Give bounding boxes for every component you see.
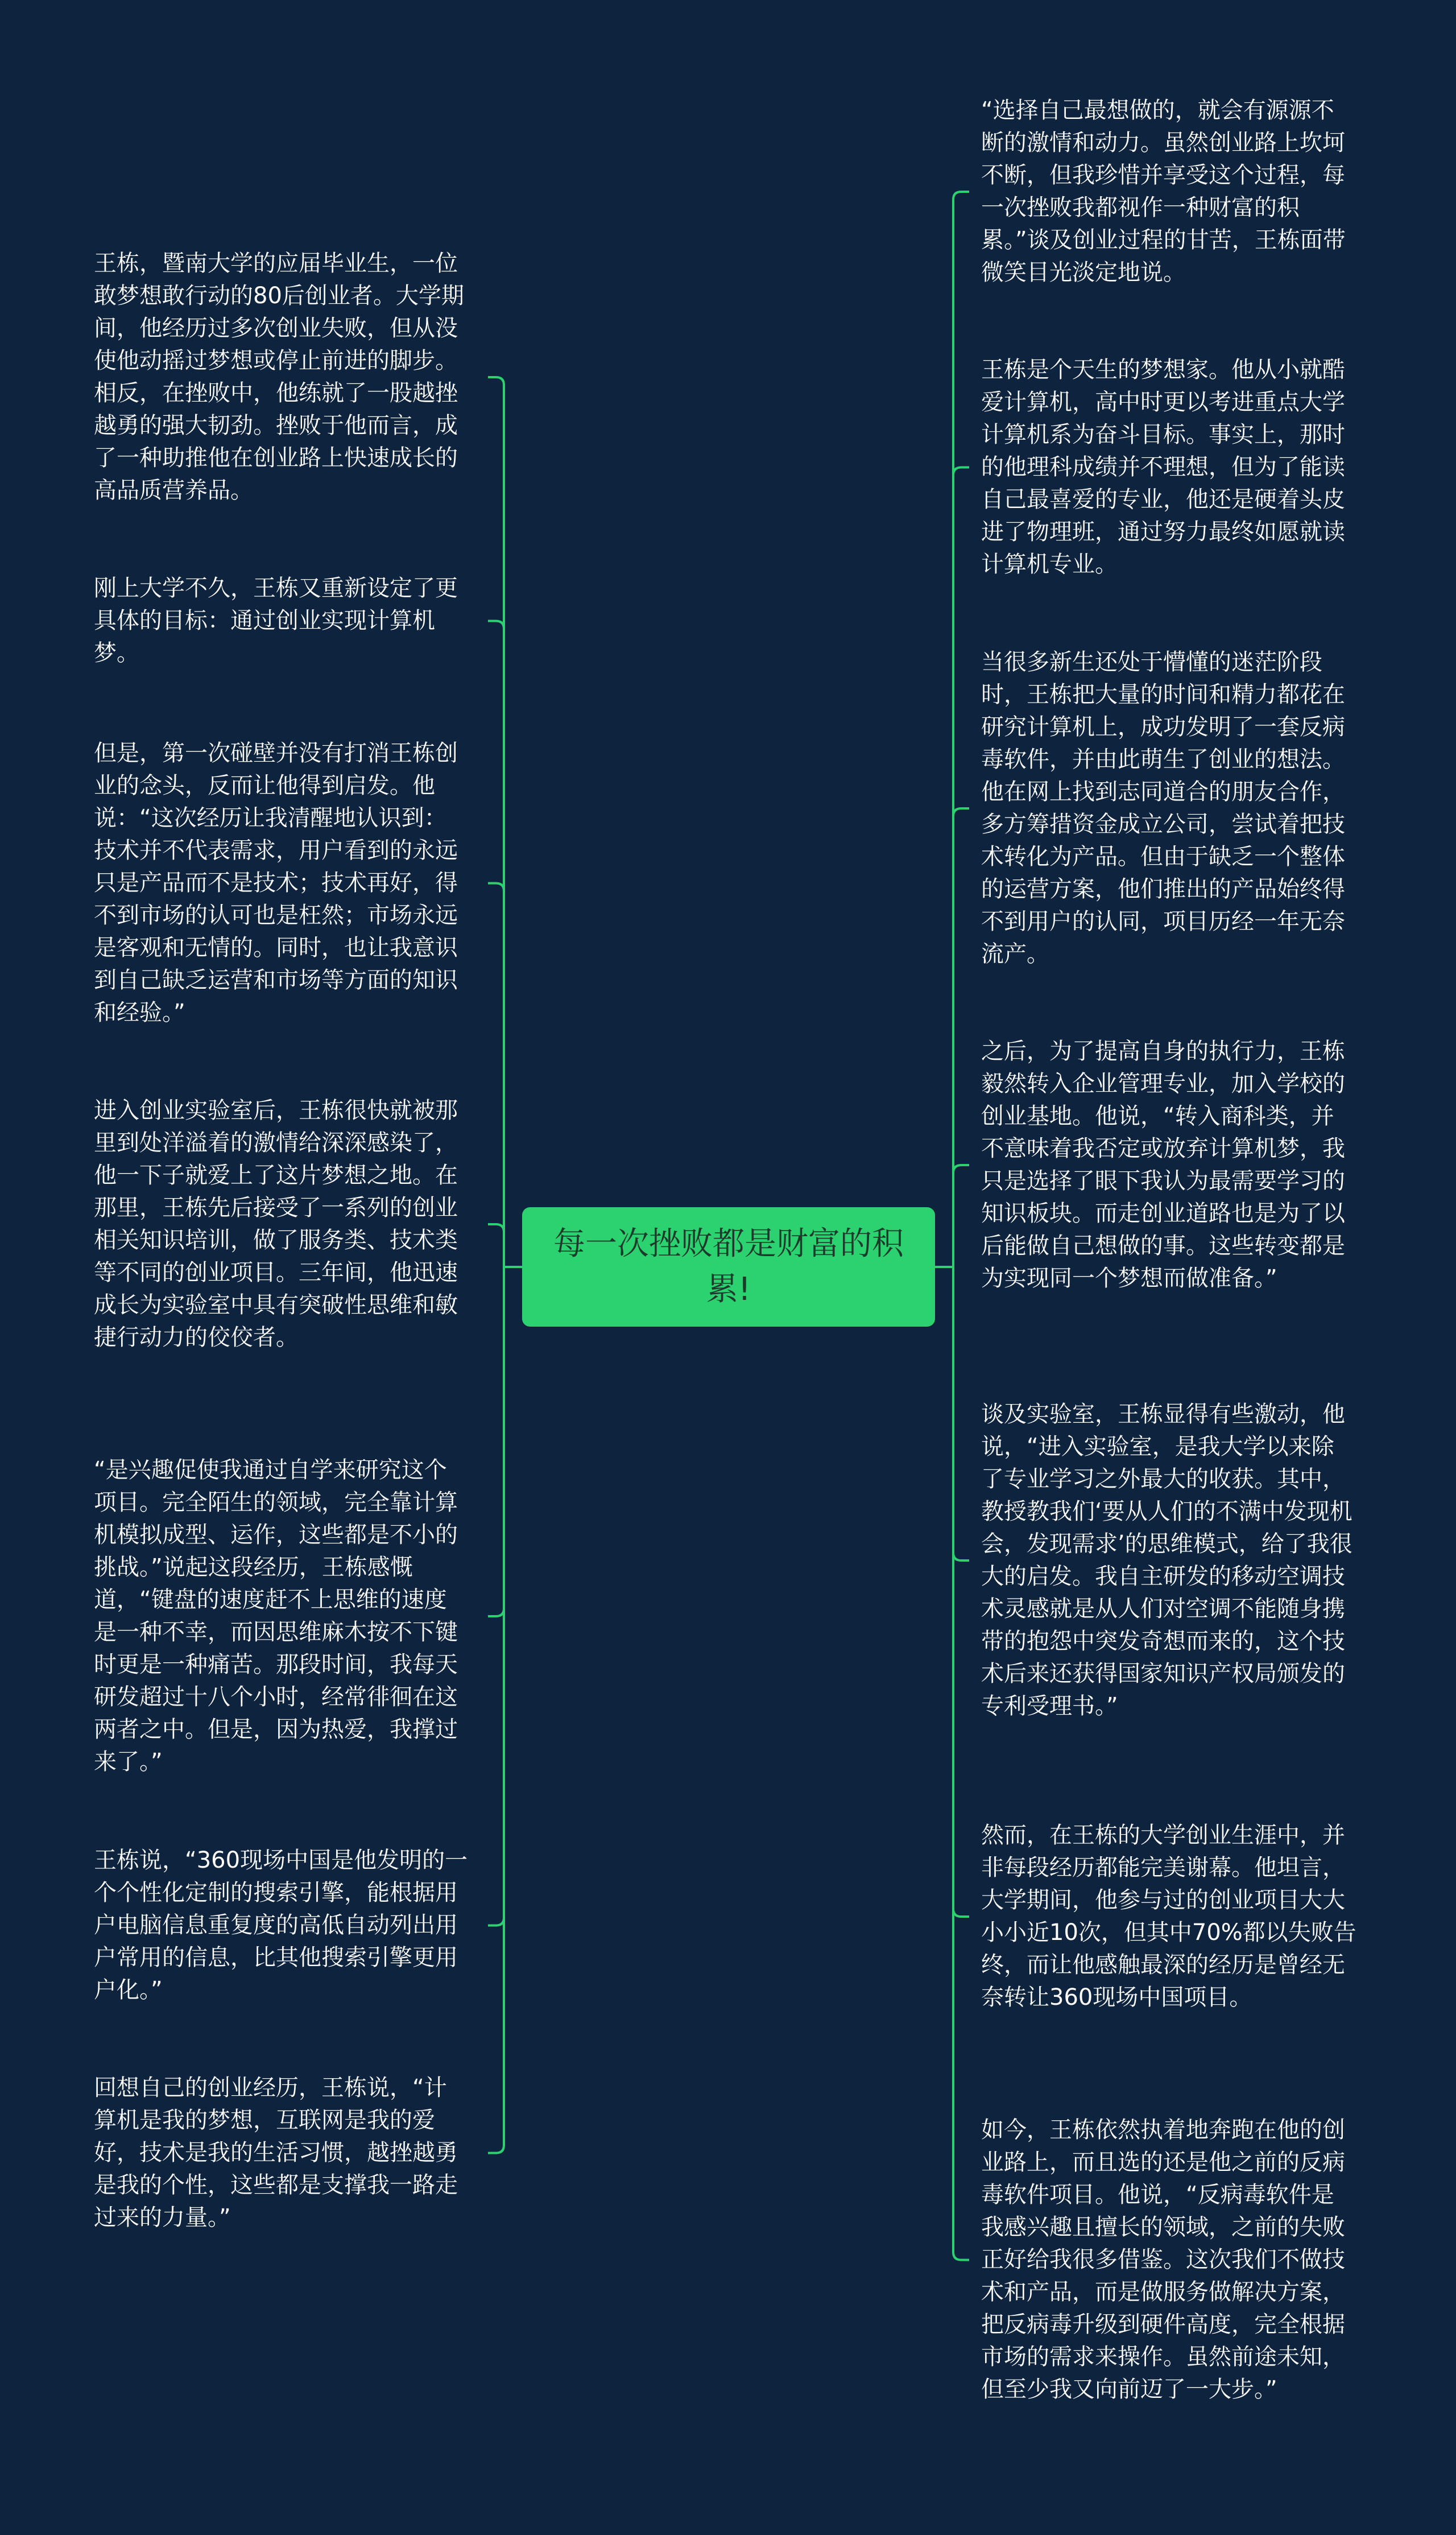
right-topic-6[interactable]: 然而，在王栋的大学创业生涯中，并非每段经历都能完美谢幕。他坦言，大学期间，他参与过的创业项目大大小小近10次，但其中70%都以失败告终，而让他感触最深的经历是曾经无奈转让360现场中国项目。 xyxy=(981,1822,1356,2010)
left-topic-7[interactable]: 回想自己的创业经历，王栋说，“计算机是我的梦想，互联网是我的爱好，技术是我的生活习惯，越挫越勇是我的个性，这些都是支撑我一路走过来的力量。” xyxy=(94,2075,458,2231)
left-topic-6[interactable]: 王栋说，“360现场中国是他发明的一个个性化定制的搜索引擎，能根据用户电脑信息重复度的高低自动列出用户常用的信息，比其他搜索引擎更用户化。” xyxy=(94,1847,468,2003)
left-topic-2[interactable]: 刚上大学不久，王栋又重新设定了更具体的目标：通过创业实现计算机梦。 xyxy=(94,575,458,666)
right-branch-5 xyxy=(953,1553,969,1560)
left-topic-3[interactable]: 但是，第一次碰壁并没有打消王栋创业的念头，反而让他得到启发。他说：“这次经历让我清醒地认识到：技术并不代表需求，用户看到的永远只是产品而不是技术；技术再好，得不到市场的认可也是枉然；市场永远是客观和无情的。同时，也让我意识到自己缺乏运营和市场等方面的知识和经验。” xyxy=(94,740,458,1026)
left-branch-7 xyxy=(488,2145,504,2153)
left-branch-6 xyxy=(488,1918,504,1926)
left-branch-3 xyxy=(488,883,504,891)
right-branch-6 xyxy=(953,1909,969,1917)
left-branch-4 xyxy=(488,1224,504,1232)
central-topic-label: 每一次挫败都是财富的积累! xyxy=(553,1225,904,1308)
right-branch-4 xyxy=(953,1165,969,1173)
right-topic-5[interactable]: 谈及实验室，王栋显得有些激动，他说，“进入实验室，是我大学以来除了专业学习之外最大的收获。其中，教授教我们‘要从人们的不满中发现机会，发现需求’的思维模式，给了我很大的启发。我自主研发的移动空调技术灵感就是从人们对空调不能随身携带的抱怨中突发奇想而来的，这个技术后来还获得国家知识产权局颁发的专利受理书。” xyxy=(981,1401,1352,1719)
right-branch-2 xyxy=(953,468,969,476)
right-branch-7 xyxy=(953,2252,969,2260)
left-branch-5 xyxy=(488,1608,504,1616)
right-topic-2[interactable]: 王栋是个天生的梦想家。他从小就酷爱计算机，高中时更以考进重点大学计算机系为奋斗目标。事实上，那时的他理科成绩并不理想，但为了能读自己最喜爱的专业，他还是硬着头皮进了物理班，通过努力最终如愿就读计算机专业。 xyxy=(981,357,1345,577)
right-topic-3[interactable]: 当很多新生还处于懵懂的迷茫阶段时，王栋把大量的时间和精力都花在研究计算机上，成功发明了一套反病毒软件，并由此萌生了创业的想法。他在网上找到志同道合的朋友合作，多方筹措资金成立公司，尝试着把技术转化为产品。但由于缺乏一个整体的运营方案，他们推出的产品始终得不到用户的认同，项目历经一年无奈流产。 xyxy=(981,649,1345,967)
right-branch-1 xyxy=(953,192,969,200)
right-topic-1[interactable]: “选择自己最想做的，就会有源源不断的激情和动力。虽然创业路上坎坷不断，但我珍惜并享受这个过程，每一次挫败我都视作一种财富的积累。”谈及创业过程的甘苦，王栋面带微笑目光淡定地说。 xyxy=(981,97,1346,286)
right-topic-4[interactable]: 之后，为了提高自身的执行力，王栋毅然转入企业管理专业，加入学校的创业基地。他说，“转入商科类，并不意味着我否定或放弃计算机梦，我只是选择了眼下我认为最需要学习的知识板块。而走创业道路也是为了以后能做自己想做的事。这些转变都是为实现同一个梦想而做准备。” xyxy=(981,1038,1345,1291)
left-topic-5[interactable]: “是兴趣促使我通过自学来研究这个项目。完全陌生的领域，完全靠计算机模拟成型、运作，这些都是不小的挑战。”说起这段经历，王栋感慨道，“键盘的速度赶不上思维的速度是一种不幸，而因思维麻木按不下键时更是一种痛苦。那段时间，我每天研发超过十八个小时，经常徘徊在这两者之中。但是，因为热爱，我撑过来了。” xyxy=(94,1457,458,1775)
right-branch-3 xyxy=(953,808,969,816)
left-topic-1[interactable]: 王栋，暨南大学的应届毕业生，一位敢梦想敢行动的80后创业者。大学期间，他经历过多次创业失败，但从没使他动摇过梦想或停止前进的脚步。相反，在挫败中，他练就了一股越挫越勇的强大韧劲。挫败于他而言，成了一种助推他在创业路上快速成长的高品质营养品。 xyxy=(94,250,464,503)
central-topic[interactable] xyxy=(522,1207,935,1327)
left-branch-2 xyxy=(488,621,504,629)
left-topic-4[interactable]: 进入创业实验室后，王栋很快就被那里到处洋溢着的激情给深深感染了，他一下子就爱上了这片梦想之地。在那里，王栋先后接受了一系列的创业相关知识培训，做了服务类、技术类等不同的创业项目。三年间，他迅速成长为实验室中具有突破性思维和敏捷行动力的佼佼者。 xyxy=(94,1097,458,1351)
left-branch-1 xyxy=(488,377,504,385)
right-topic-7[interactable]: 如今，王栋依然执着地奔跑在他的创业路上，而且选的还是他之前的反病毒软件项目。他说，“反病毒软件是我感兴趣且擅长的领域，之前的失败正好给我很多借鉴。这次我们不做技术和产品，而是做服务做解决方案，把反病毒升级到硬件高度，完全根据市场的需求来操作。虽然前途未知，但至少我又向前迈了一大步。” xyxy=(981,2117,1345,2402)
